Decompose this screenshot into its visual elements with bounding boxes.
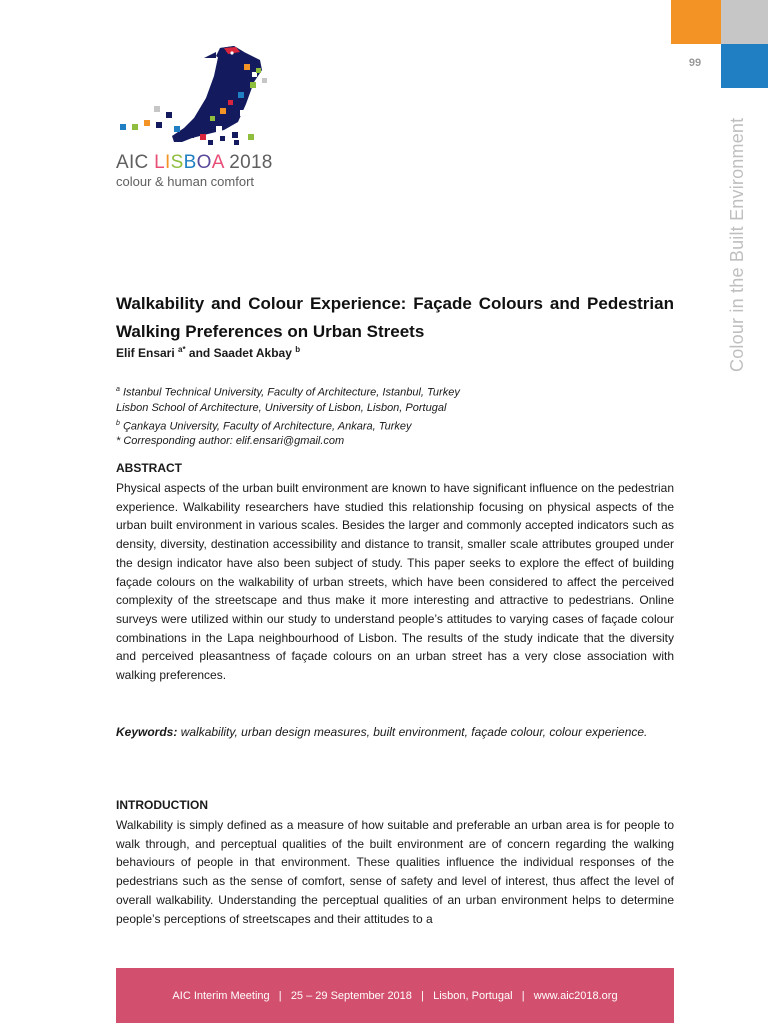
footer-text: AIC Interim Meeting | 25 – 29 September 2018 | Lisbon, Portugal | www.aic2018.org <box>172 989 618 1002</box>
logo-wordmark <box>116 152 273 174</box>
keywords-label: Keywords: <box>116 725 178 739</box>
abstract-text: Physical aspects of the urban built environment are known to have significant influence on the pedestrian experience. Walkability researchers have studied this relationship focusing on physical aspects of the urban built environment in various scales. Besides the larger and commonly accepted indicators such as density, diversity, destination accessibility and distance to transit, smaller scale attributes grouped under the design indicator have also been subject of study. This paper seeks to explore the effect of building façade colours on the walkability of urban streets, which have been considered to affect the perceived complexity of the streetscape and thus make it more interesting and attractive to pedestrians. Online surveys were utilized within our study to understand people’s attitudes to varying cases of façade colour combinations in the Lapa neighbourhood of Lisbon. The results of the study indicate that the diversity and perceived pleasantness of façade colours on an urban street has a very close association with walking preferences. <box>116 481 674 683</box>
affiliation-text: Istanbul Technical University, Faculty of Architecture, Istanbul, Turkey <box>122 386 460 399</box>
author-name: Saadet Akbay <box>213 346 292 360</box>
footer-bar <box>116 968 674 1023</box>
logo-letter: A <box>211 152 224 173</box>
logo-prefix: AIC <box>116 152 155 173</box>
affiliation-superscript: a <box>116 386 120 393</box>
author-list <box>116 345 674 360</box>
author-superscript: b <box>295 345 301 354</box>
corresponding-author: * Corresponding author: elif.ensari@gmail.com <box>116 435 345 448</box>
affiliation-text: Çankaya University, Faculty of Architecture, Ankara, Turkey <box>122 420 412 433</box>
affiliation-line <box>116 382 674 401</box>
affiliations <box>116 382 674 449</box>
author-connector: and <box>185 346 214 360</box>
affiliation-superscript: b <box>116 419 120 427</box>
abstract-heading: ABSTRACT <box>116 461 182 475</box>
side-section-title: Colour in the Built Environment <box>727 117 747 372</box>
corner-block-orange <box>671 0 721 44</box>
logo-suffix: 2018 <box>223 152 273 173</box>
logo-tagline: colour & human comfort <box>116 174 255 189</box>
page-number: 99 <box>688 57 702 69</box>
logo-letter: L <box>154 152 166 173</box>
keywords <box>116 723 674 742</box>
logo-letter: S <box>170 152 184 173</box>
corner-block-blue <box>721 44 768 88</box>
introduction-text: Walkability is simply defined as a measure of how suitable and preferable an urban area is for people to walk through, and perceptual qualities of the built environment are of concern regarding the walking behaviours of people in that environment. These qualities influence the individual responses of the pedestrians such as the sense of comfort, sense of safety and level of interest, thus affect the level of overall walkability. Understanding the perceptual qualities of an urban environment helps to determine people’s perceptions of streetscapes and their attitudes to a <box>116 818 674 926</box>
author-name: Elif Ensari <box>116 346 175 360</box>
affiliation-line <box>116 416 674 435</box>
logo-letter: O <box>196 152 212 173</box>
logo-letter: I <box>165 152 171 173</box>
affiliation-line: Lisbon School of Architecture, University of Lisbon, Lisbon, Portugal <box>116 401 447 414</box>
introduction-heading: INTRODUCTION <box>116 798 208 812</box>
corner-block-gray <box>721 0 768 44</box>
paper-title: Walkability and Colour Experience: Façade Colours and Pedestrian Walking Preferences on Urban Streets <box>116 294 674 341</box>
conference-logo <box>112 42 282 192</box>
logo-letter: B <box>183 152 197 173</box>
keywords-text: walkability, urban design measures, built environment, façade colour, colour experience. <box>177 725 648 739</box>
crow-pixel-icon <box>112 42 282 147</box>
author-superscript: a* <box>178 345 186 354</box>
